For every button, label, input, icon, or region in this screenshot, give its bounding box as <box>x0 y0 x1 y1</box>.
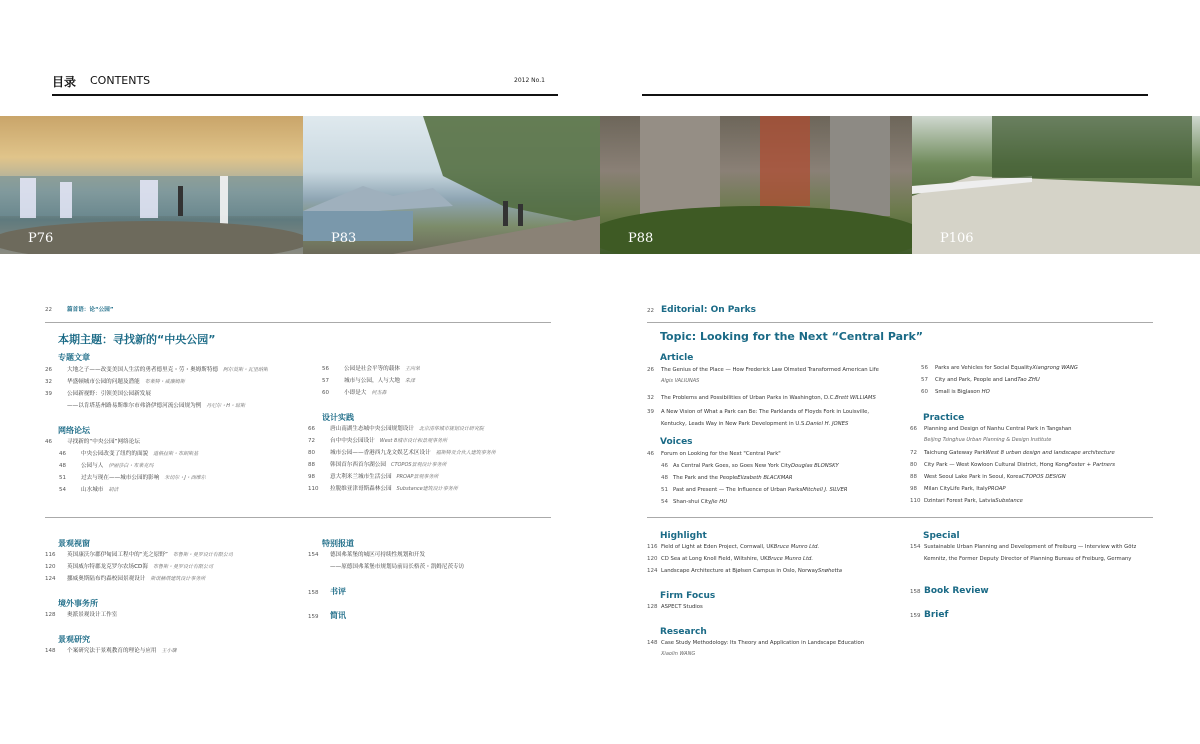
entry-title: 小即是大 <box>344 390 367 396</box>
page-number: 88 <box>308 462 315 468</box>
entry-title: 挪威奥斯陆布约森校园景观设计 <box>67 576 146 582</box>
list-item[interactable] <box>308 561 464 573</box>
entry-author: Daniel H. JONES <box>806 421 849 427</box>
entry-title: Milan CityLife Park, Italy <box>924 486 988 492</box>
entry-title: 中央公园改变了纽约的面貌 <box>81 451 149 457</box>
entry-author: PROAP景观事务所 <box>396 474 439 480</box>
entry-author: 布鲁斯・曼罗设计有限公司 <box>172 552 233 558</box>
page-number: 32 <box>647 395 654 401</box>
entry-author: Brett WILLIAMS <box>835 395 876 401</box>
list-item[interactable] <box>910 447 1115 459</box>
practice-list-zh <box>308 423 496 495</box>
page-number: 32 <box>45 379 52 385</box>
page-number: 120 <box>647 556 658 562</box>
entry-author: Mitchell J. SILVER <box>802 487 848 493</box>
entry-author: Xiaolin WANG <box>661 651 696 657</box>
page-number: 88 <box>910 474 917 480</box>
brief-title: Brief <box>924 610 949 620</box>
divider <box>45 517 551 518</box>
page-number: 46 <box>661 463 668 469</box>
list-item[interactable] <box>647 553 842 565</box>
page-number: 158 <box>910 589 921 595</box>
entry-title: Taichung Gateway Park <box>924 450 986 456</box>
entry-author: West 8 urban design and landscape architecture <box>985 450 1115 456</box>
page-number: 72 <box>910 450 917 456</box>
entry-title: Planning and Design of Nanhu Central Park in Tangshan <box>924 426 1072 432</box>
list-item[interactable] <box>647 484 848 496</box>
list-item[interactable] <box>647 460 848 472</box>
entry-title: A New Vision of What a Park can Be: The Parklands of Floyds Fork in Louisville, <box>661 409 870 415</box>
page-number: 60 <box>322 390 329 396</box>
list-item[interactable] <box>45 573 233 585</box>
article2-list-en <box>921 362 1078 398</box>
topic-title-en: Topic: Looking for the Next “Central Park” <box>660 330 924 343</box>
entry-title: 过去与现在——城市公园的影响 <box>81 475 160 481</box>
entry-author: 布莱特・威廉姆斯 <box>144 379 185 385</box>
list-item[interactable] <box>45 549 233 561</box>
entry-title: ASPECT Studios <box>661 604 703 610</box>
section-heading: Article <box>660 353 694 363</box>
book-entry-zh[interactable] <box>308 586 346 598</box>
list-item[interactable] <box>45 645 177 657</box>
entry-author: 胡洁 <box>108 487 119 493</box>
entry-title: West Seoul Lake Park in Seoul, Korea <box>924 474 1022 480</box>
list-item[interactable] <box>921 362 1078 374</box>
entry-title: Kentucky, Leads Way in New Park Development in U.S. <box>661 421 807 427</box>
entry-author: Bruce Munro Ltd. <box>767 556 814 562</box>
entry-title: The Problems and Possibilities of Urban Parks in Washington, D.C. <box>661 395 836 401</box>
contents-title-zh: 目录 <box>52 75 77 89</box>
page-number: 66 <box>308 426 315 432</box>
list-item[interactable] <box>45 484 206 496</box>
list-item[interactable] <box>308 435 496 447</box>
entry-title: 公园与人 <box>81 463 104 469</box>
list-item[interactable] <box>45 400 268 412</box>
section-heading: Research <box>660 627 707 637</box>
page-number: 110 <box>308 486 319 492</box>
brief-entry-zh[interactable] <box>308 610 346 622</box>
entry-title: The Genius of the Place — How Frederick Law Olmsted Transformed American Life <box>661 367 879 373</box>
section-heading: Special <box>923 531 960 541</box>
page-number: 26 <box>647 367 654 373</box>
page-number: 51 <box>661 487 668 493</box>
page-number: 48 <box>59 463 66 469</box>
page-number: 66 <box>910 426 917 432</box>
entry-title: Small is Big <box>935 389 966 395</box>
list-item[interactable] <box>308 447 496 459</box>
entry-author: 朱泽 <box>404 378 415 384</box>
list-item[interactable] <box>910 423 1115 435</box>
list-item[interactable] <box>910 471 1115 483</box>
entry-title: 大地之子——改变美国人生活的勇者德里克・劳・奥姆斯特德 <box>67 367 219 373</box>
section-heading: 特别报道 <box>322 539 354 548</box>
entry-title: Forum on Looking for the Next "Central Park" <box>661 451 781 457</box>
entry-author: 阿尔莫斯・瓦里纳斯 <box>223 367 269 373</box>
page-number: 51 <box>59 475 66 481</box>
entry-author: Foster + Partners <box>1068 462 1116 468</box>
entry-author: Substance建筑设计事务所 <box>396 486 458 492</box>
entry-title: Sustainable Urban Planning and Development of Freiburg — Interview with Götz <box>924 544 1137 550</box>
list-item[interactable] <box>45 472 206 484</box>
entry-title: Shan-shui City <box>673 499 712 505</box>
entry-author: Jason HO <box>965 389 990 395</box>
list-item[interactable] <box>910 553 1136 565</box>
page-number: 148 <box>647 640 658 646</box>
editorial-entry-en[interactable] <box>647 304 756 317</box>
entry-title: Case Study Methodology: Its Theory and Application in Landscape Education <box>661 640 865 646</box>
entry-title: 山水城市 <box>81 487 104 493</box>
section-heading: 专题文章 <box>58 353 90 362</box>
page-number: 39 <box>647 409 654 415</box>
photo-ruins-garden <box>600 116 912 254</box>
page-number: 148 <box>45 648 56 654</box>
list-item[interactable] <box>322 387 420 399</box>
entry-author: Elizabeth BLACKMAR <box>737 475 793 481</box>
voices-list-zh <box>45 436 206 496</box>
page-number: 48 <box>661 475 668 481</box>
entry-title: 个案研究法于景观教育的理论与应用 <box>67 648 157 654</box>
entry-author: CTOPOS DESIGN <box>1021 474 1066 480</box>
brief-entry-en[interactable] <box>910 602 948 622</box>
page-number: 26 <box>45 367 52 373</box>
list-item[interactable] <box>647 472 848 484</box>
page-number: 56 <box>921 365 928 371</box>
entry-author: 北京清华城市规划设计研究院 <box>418 426 484 432</box>
highlight-list-en <box>647 541 842 577</box>
entry-author: Snøhetta <box>818 568 843 574</box>
page-number: 80 <box>308 450 315 456</box>
issue-number: 2012 No.1 <box>514 77 545 84</box>
section-heading: 景观研究 <box>58 635 90 644</box>
divider <box>647 322 1153 323</box>
page-number: 57 <box>921 377 928 383</box>
page-number: 60 <box>921 389 928 395</box>
brief-title: 简讯 <box>330 611 346 620</box>
entry-title: ——原德国弗莱堡市规划局前局长格茨・凯姆尼茨专访 <box>330 564 465 570</box>
editorial-title: Editorial: On Parks <box>661 305 756 315</box>
page-number: 46 <box>45 439 52 445</box>
list-item[interactable] <box>910 541 1136 553</box>
list-item[interactable] <box>45 609 117 621</box>
page-number: 54 <box>59 487 66 493</box>
research-list-en <box>647 637 864 661</box>
section-heading: 网络论坛 <box>58 426 90 435</box>
entry-author: 道格拉斯・布朗斯基 <box>153 451 199 457</box>
list-item[interactable] <box>45 376 268 388</box>
entry-title: Landscape Architecture at Bjølsen Campus in Oslo, Norway <box>661 568 819 574</box>
list-item[interactable] <box>647 541 842 553</box>
list-item[interactable] <box>647 364 879 376</box>
entry-author: West 8城市设计和景观事务所 <box>379 438 448 444</box>
entry-title: As Central Park Goes, so Goes New York City <box>673 463 791 469</box>
entry-title: 英国威尔特郡龙克罗尔农场CD海 <box>67 564 148 570</box>
entry-title: 唐山南湖生态城中央公园规划设计 <box>330 426 414 432</box>
list-item[interactable] <box>647 637 864 649</box>
research-list-zh <box>45 645 177 657</box>
entry-author: 王小璘 <box>161 648 177 654</box>
list-item[interactable] <box>308 549 464 561</box>
voices-list-en <box>647 448 848 508</box>
photo-waterfall-park <box>0 116 303 254</box>
entry-title: 台中中央公园设计 <box>330 438 375 444</box>
list-item[interactable] <box>910 483 1115 495</box>
list-item[interactable] <box>45 388 268 400</box>
list-item[interactable] <box>647 392 879 404</box>
entry-title: 城市公园——香港西九龙文娱艺术区设计 <box>330 450 431 456</box>
section-heading: 设计实践 <box>322 413 354 422</box>
entry-author: 布鲁斯・曼罗设计有限公司 <box>152 564 213 570</box>
article-list-en <box>647 364 879 430</box>
entry-author: Xiangrong WANG <box>1032 365 1078 371</box>
entry-title: 意大利米兰城市生活公园 <box>330 474 392 480</box>
page-number: 120 <box>45 564 56 570</box>
special-list-en <box>910 541 1136 565</box>
page-number: 124 <box>647 568 658 574</box>
page-number: 57 <box>322 378 329 384</box>
book-title: 书评 <box>330 587 346 596</box>
list-item[interactable] <box>308 459 496 471</box>
firm-list-en <box>647 601 703 613</box>
page-number: 158 <box>308 590 319 596</box>
header-rule-left <box>52 94 558 96</box>
list-item[interactable] <box>45 364 268 376</box>
firm-list-zh <box>45 609 117 621</box>
entry-title: Field of Light at Eden Project, Cornwall, UK <box>661 544 774 550</box>
entry-title: 英国康沃尔郡伊甸园工程中的“光之原野” <box>67 552 168 558</box>
page-number: 98 <box>308 474 315 480</box>
section-heading: Firm Focus <box>660 591 716 601</box>
list-item[interactable] <box>647 601 703 613</box>
entry-author: 斯诺赫塔建筑设计事务所 <box>150 576 206 582</box>
entry-author: Bruce Munro Ltd. <box>773 544 820 550</box>
list-item[interactable] <box>45 561 233 573</box>
page-number: 116 <box>45 552 56 558</box>
practice-list-en <box>910 423 1115 507</box>
list-item[interactable] <box>921 386 1078 398</box>
article-list-zh <box>45 364 268 412</box>
entry-author: Beijing Tsinghua Urban Planning & Design Institute <box>924 437 1052 443</box>
list-item[interactable] <box>647 496 848 508</box>
entry-author: 米切尔・J・西维尔 <box>164 475 206 481</box>
page-number: 110 <box>910 498 921 504</box>
entry-author: 福斯特及合伙人建筑事务所 <box>435 450 496 456</box>
photo-waterfront <box>303 116 600 254</box>
list-item[interactable] <box>45 448 206 460</box>
list-item[interactable] <box>647 406 879 418</box>
page-number: 80 <box>910 462 917 468</box>
page-number: 128 <box>647 604 658 610</box>
divider <box>647 517 1153 518</box>
section-heading: Practice <box>923 413 965 423</box>
entry-title: 城市与公园，人与大地 <box>344 378 400 384</box>
header-rule-right <box>642 94 1148 96</box>
article2-list-zh <box>322 363 420 399</box>
page-number: 116 <box>647 544 658 550</box>
entry-title: ——以肯塔基州路易斯维尔市弗洛伊德河流公园规为例 <box>67 403 202 409</box>
entry-title: City and Park, People and Land <box>935 377 1018 383</box>
entry-title: 公园新视野：引领美国公园新发展 <box>67 391 151 397</box>
list-item[interactable] <box>45 460 206 472</box>
section-heading: 景观视窗 <box>58 539 90 548</box>
entry-title: 德国弗莱堡的城区可持续性规划和开发 <box>330 552 426 558</box>
entry-author: PROAP <box>987 486 1006 492</box>
book-title: Book Review <box>924 586 989 596</box>
entry-title: 寻找新的“中央公园”网络论坛 <box>67 439 140 445</box>
entry-title: The Park and the People <box>673 475 738 481</box>
entry-title: CD Sea at Long Knoll Field, Wiltshire, UK <box>661 556 768 562</box>
list-item[interactable] <box>322 363 420 375</box>
special-list-zh <box>308 549 464 573</box>
photo-label: P88 <box>628 231 654 246</box>
entry-author: Substance <box>995 498 1023 504</box>
list-item[interactable] <box>308 471 496 483</box>
entry-title: City Park — West Kowloon Cultural District, Hong Kong <box>924 462 1069 468</box>
entry-author: 伊丽莎白・布莱克玛 <box>108 463 154 469</box>
list-item[interactable] <box>45 436 206 448</box>
page-number: 46 <box>59 451 66 457</box>
list-item[interactable] <box>910 459 1115 471</box>
editorial-title: 篇首语：论“公园” <box>67 307 114 313</box>
page-number: 159 <box>308 614 319 620</box>
page-number: 124 <box>45 576 56 582</box>
entry-title: 奥派景观设计工作室 <box>67 612 118 618</box>
entry-title: Dzintari Forest Park, Latvia <box>924 498 996 504</box>
list-item[interactable] <box>921 374 1078 386</box>
page-number: 154 <box>308 552 319 558</box>
entry-author: Tao ZHU <box>1017 377 1040 383</box>
page-number: 98 <box>910 486 917 492</box>
editorial-entry-zh[interactable] <box>45 304 114 316</box>
page-number: 39 <box>45 391 52 397</box>
list-item[interactable] <box>647 418 879 430</box>
list-item[interactable] <box>322 375 420 387</box>
entry-author: 丹尼尔・H・琼斯 <box>206 403 246 409</box>
entry-author: Jie HU <box>711 499 728 505</box>
photo-label: P76 <box>28 231 54 246</box>
entry-author: CTOPOS景观设计事务所 <box>390 462 447 468</box>
book-entry-en[interactable] <box>910 578 989 598</box>
divider <box>45 322 551 323</box>
page-number: 54 <box>661 499 668 505</box>
list-item <box>647 376 879 388</box>
topic-title-zh: 本期主题：寻找新的“中央公园” <box>58 333 216 346</box>
photo-forest-park <box>912 116 1200 254</box>
entry-title: 华盛顿城市公园的问题及潜能 <box>67 379 140 385</box>
page-number: 46 <box>647 451 654 457</box>
list-item <box>910 435 1115 447</box>
page-number: 159 <box>910 613 921 619</box>
page-number: 128 <box>45 612 56 618</box>
entry-author: 何杰森 <box>371 390 387 396</box>
list-item[interactable] <box>647 565 842 577</box>
page-number: 22 <box>647 308 654 314</box>
page-number: 22 <box>45 307 52 313</box>
section-heading: 境外事务所 <box>58 599 98 608</box>
section-heading: Voices <box>660 437 693 447</box>
entry-title: Parks are Vehicles for Social Equality <box>935 365 1033 371</box>
list-item[interactable] <box>647 448 848 460</box>
entry-title: 韩国首尔西首尔湖公园 <box>330 462 386 468</box>
list-item[interactable] <box>308 483 496 495</box>
section-heading: Highlight <box>660 531 707 541</box>
list-item[interactable] <box>910 495 1115 507</box>
entry-author: 王向荣 <box>404 366 420 372</box>
list-item[interactable] <box>308 423 496 435</box>
highlight-list-zh <box>45 549 233 585</box>
page-number: 56 <box>322 366 329 372</box>
entry-title: Kemnitz, the Former Deputy Director of Planning Bureau of Freiburg, Germany <box>924 556 1132 562</box>
page-number: 72 <box>308 438 315 444</box>
list-item <box>647 649 864 661</box>
entry-title: 公园是社会平等的载体 <box>344 366 400 372</box>
entry-author: Algis VALIUNAS <box>661 378 700 384</box>
photo-label: P106 <box>940 231 974 246</box>
contents-title-en: CONTENTS <box>90 74 151 87</box>
entry-title: Past and Present — The Influence of Urban Parks <box>673 487 803 493</box>
page-number: 154 <box>910 544 921 550</box>
entry-title: 拉脱维亚津哥斯森林公园 <box>330 486 392 492</box>
photo-label: P83 <box>331 231 357 246</box>
entry-author: Douglas BLONSKY <box>790 463 839 469</box>
